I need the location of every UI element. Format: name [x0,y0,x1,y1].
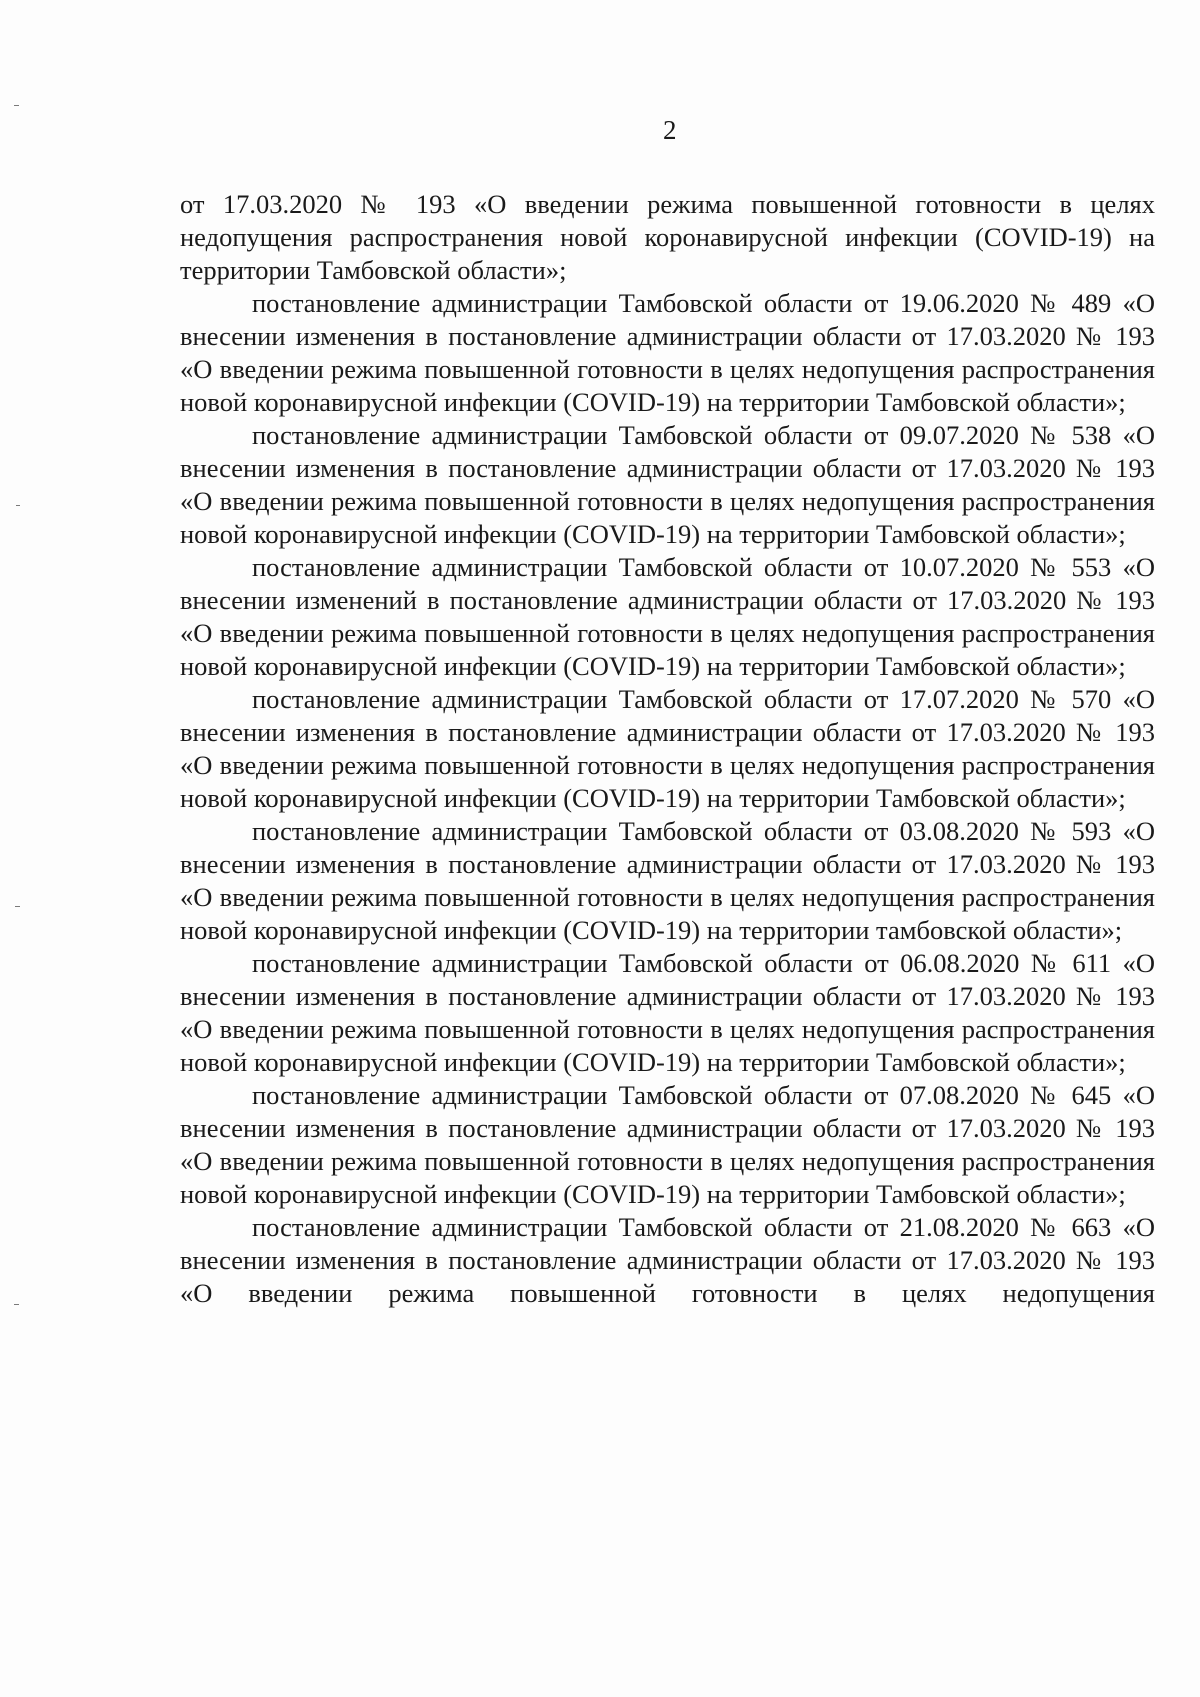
paragraph-resolution-553: постановление администрации Тамбовской области от 10.07.2020 № 553 «О внесении изменений в постановление администрации области от 17.03.2020 № 193 «О введении режима повышенной готовности в целях недопущения распространения новой коронавирусной инфекции (COVID-19) на территории Тамбовской области»; [180,552,1155,681]
page-number: 2 [663,115,677,145]
scan-speck [14,1304,19,1305]
scan-speck [15,906,20,907]
document-body [180,188,1155,1310]
paragraph-resolution-489: постановление администрации Тамбовской области от 19.06.2020 № 489 «О внесении изменения в постановление администрации области от 17.03.2020 № 193 «О введении режима повышенной готовности в целях недопущения распространения новой коронавирусной инфекции (COVID-19) на территории Тамбовской области»; [180,288,1155,417]
paragraph-resolution-570: постановление администрации Тамбовской области от 17.07.2020 № 570 «О внесении изменения в постановление администрации области от 17.03.2020 № 193 «О введении режима повышенной готовности в целях недопущения распространения новой коронавирусной инфекции (COVID-19) на территории Тамбовской области»; [180,684,1155,813]
paragraph-continuation: от 17.03.2020 № 193 «О введении режима повышенной готовности в целях недопущения распространения новой коронавирусной инфекции (COVID-19) на территории Тамбовской области»; [180,189,1155,285]
paragraph-resolution-538: постановление администрации Тамбовской области от 09.07.2020 № 538 «О внесении изменения в постановление администрации области от 17.03.2020 № 193 «О введении режима повышенной готовности в целях недопущения распространения новой коронавирусной инфекции (COVID-19) на территории Тамбовской области»; [180,420,1155,549]
paragraph-resolution-663: постановление администрации Тамбовской области от 21.08.2020 № 663 «О внесении изменения в постановление администрации области от 17.03.2020 № 193 «О введении режима повышенной готовности в целях недопущения [180,1212,1155,1308]
scan-speck [16,505,20,506]
scan-speck [14,105,19,106]
paragraph-resolution-611: постановление администрации Тамбовской области от 06.08.2020 № 611 «О внесении изменения в постановление администрации области от 17.03.2020 № 193 «О введении режима повышенной готовности в целях недопущения распространения новой коронавирусной инфекции (COVID-19) на территории Тамбовской области»; [180,948,1155,1077]
paragraph-resolution-645: постановление администрации Тамбовской области от 07.08.2020 № 645 «О внесении изменения в постановление администрации области от 17.03.2020 № 193 «О введении режима повышенной готовности в целях недопущения распространения новой коронавирусной инфекции (COVID-19) на территории Тамбовской области»; [180,1080,1155,1209]
paragraph-resolution-593: постановление администрации Тамбовской области от 03.08.2020 № 593 «О внесении изменения в постановление администрации области от 17.03.2020 № 193 «О введении режима повышенной готовности в целях недопущения распространения новой коронавирусной инфекции (COVID-19) на территории тамбовской области»; [180,816,1155,945]
